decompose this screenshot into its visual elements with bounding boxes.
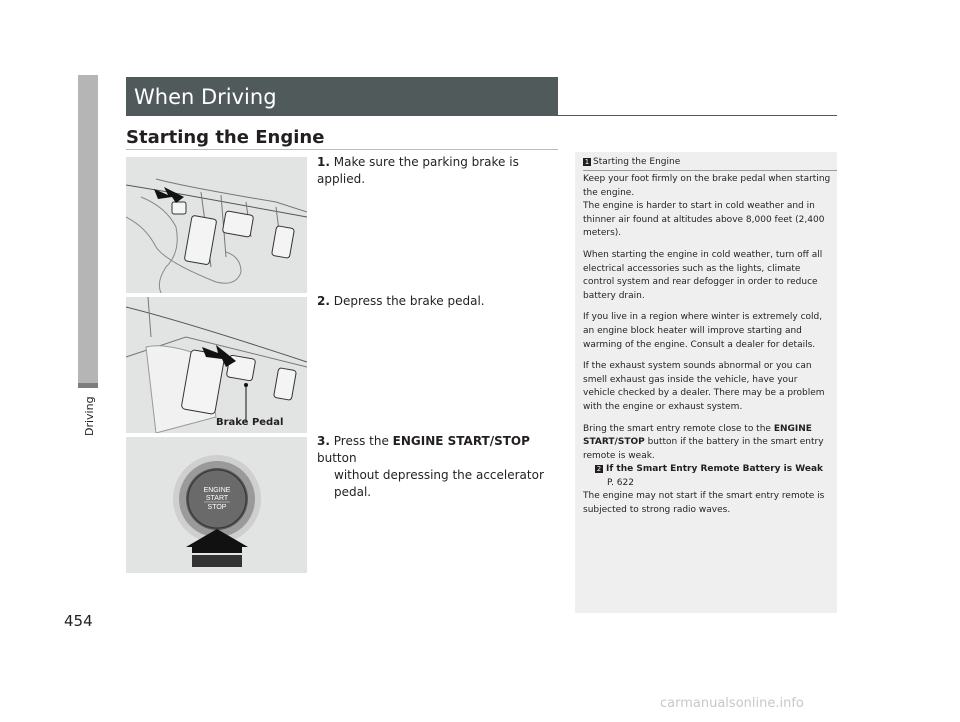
chapter-label: Driving <box>83 396 96 436</box>
step-2 <box>317 293 557 310</box>
brake-pedal-label: Brake Pedal <box>216 417 284 428</box>
step-1-text: Make sure the parking brake is applied. <box>317 155 519 186</box>
engine-start-drawing <box>126 437 307 573</box>
step-3 <box>317 433 557 501</box>
header-rule <box>558 115 837 116</box>
section-title: Starting the Engine <box>126 127 325 148</box>
note-number-icon: 1 <box>584 158 590 166</box>
chapter-title: When Driving <box>134 85 277 109</box>
step-2-number: 2. <box>317 294 330 308</box>
note-rule <box>583 170 837 171</box>
note-title: Starting the Engine <box>593 157 681 167</box>
section-rule <box>126 149 558 150</box>
step-3-keyword: ENGINE START/STOP <box>392 434 530 448</box>
note-paragraph-5-before: Bring the smart entry remote close to the <box>583 423 774 434</box>
step-3-number: 3. <box>317 434 330 448</box>
button-text-start: START <box>205 495 229 502</box>
note-heading <box>583 157 680 167</box>
step-1-number: 1. <box>317 155 330 169</box>
step-2-text: Depress the brake pedal. <box>333 294 485 308</box>
note-paragraph-5 <box>583 423 831 518</box>
step-1 <box>317 154 557 188</box>
note-paragraph-5-keyword: ENGINE START/STOP <box>583 423 812 448</box>
cross-reference-icon: 2 <box>596 465 602 474</box>
note-paragraph-4: If the exhaust system sounds abnormal or you can smell exhaust gas inside the vehicle, have your vehicle checked by a dealer. There may be a problem with the engine or exhaust system. <box>583 361 825 412</box>
parking-brake-drawing <box>126 157 307 293</box>
chapter-side-tab <box>78 75 98 383</box>
step-3-text-line2: without depressing the accelerator pedal. <box>334 468 544 499</box>
button-text-stop: STOP <box>207 504 227 511</box>
brake-pedal-drawing <box>126 297 307 433</box>
step-3-text-after: button <box>317 451 357 465</box>
button-text-engine: ENGINE <box>203 487 231 494</box>
note-final-sentence: The engine may not start if the smart entry remote is subjected to strong radio waves. <box>583 491 825 516</box>
engine-start-illustration <box>126 437 307 573</box>
cross-reference-link[interactable] <box>583 463 831 477</box>
parking-brake-illustration <box>126 157 307 293</box>
watermark: carmanualsonline.info <box>660 696 804 711</box>
page-number: 454 <box>64 612 93 630</box>
cross-reference-title[interactable]: If the Smart Entry Remote Battery is Weak <box>606 464 824 475</box>
brake-pedal-illustration <box>126 297 307 433</box>
note-paragraph-5-after: button if the battery in the smart entry remote is weak. <box>583 437 824 461</box>
note-paragraph-1: Keep your foot firmly on the brake pedal when starting the engine. The engine is harder to start in cold weather and in thinner air found at altitudes above 8,000 feet (2,400 meters). <box>583 174 831 239</box>
cross-reference-page[interactable]: P. 622 <box>607 477 634 488</box>
note-paragraph-2: When starting the engine in cold weather, turn off all electrical accessories such as the lights, climate control system and rear defogger in order to reduce battery drain. <box>583 249 823 301</box>
note-body <box>583 173 831 518</box>
step-3-text-before: Press the <box>333 434 393 448</box>
note-paragraph-3: If you live in a region where winter is extremely cold, an engine block heater will improve starting and warming of the engine. Consult a dealer for details. <box>583 312 823 350</box>
